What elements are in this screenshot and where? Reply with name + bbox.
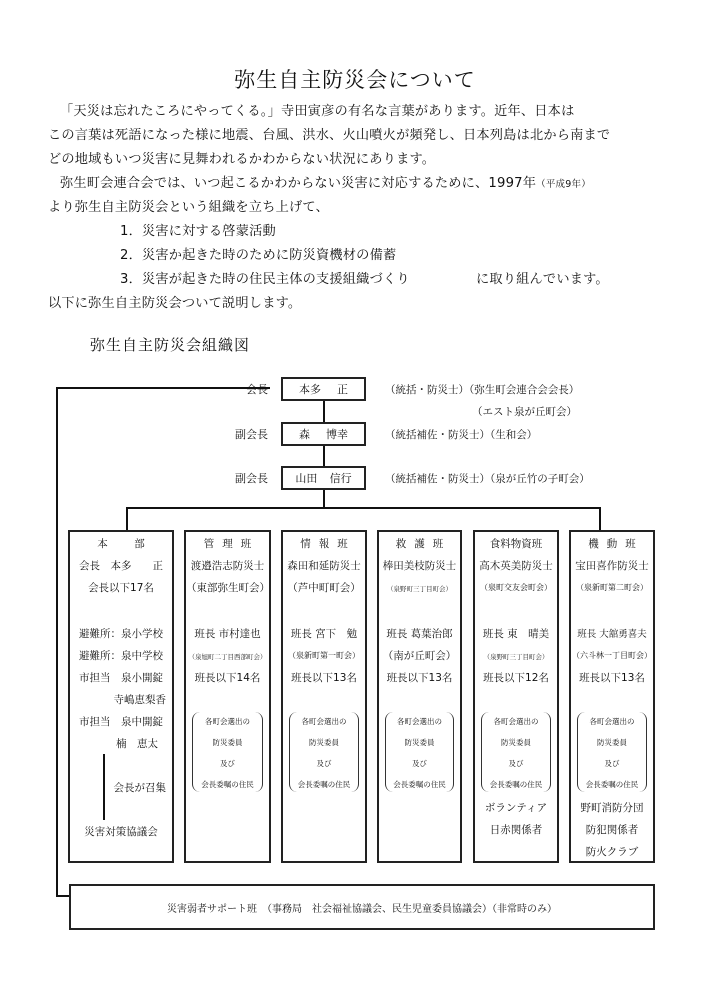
- team-leader: 班長 市村達也: [194, 628, 261, 640]
- leader-family: 本多: [299, 383, 321, 396]
- connector-drop-kidou: [599, 507, 601, 531]
- team-chief-org: （泉新町第二町会）: [576, 583, 648, 592]
- team-box-honbu: [68, 530, 174, 863]
- team-extra: 防犯関係者: [585, 824, 639, 836]
- bracket-line: 会長委嘱の住民: [585, 780, 639, 789]
- team-extra: 防火クラブ: [585, 846, 639, 858]
- honbu-convene: 会長が召集: [113, 782, 166, 794]
- team-leader: 班長 宮下 勉: [290, 628, 358, 640]
- honbu-count: 会長以下17名: [88, 582, 154, 594]
- bracket-line: 及び: [604, 759, 620, 768]
- honbu-city-2: 市担当 泉中開錠: [79, 716, 163, 728]
- leader-given: 信行: [329, 472, 352, 485]
- team-count: 班長以下13名: [579, 672, 645, 684]
- support-team-label: 災害弱者サポート班 （事務局 社会福祉協議会、民生児童委員協議会）（非常時のみ）: [167, 903, 557, 915]
- leader-desc-vice-1: （統括補佐・防災士）（生和会）: [385, 429, 538, 441]
- leader-given: 正: [337, 383, 348, 396]
- team-name: 管理班: [203, 538, 260, 550]
- intro-closing: 以下に弥生自主防災会ついて説明します。: [48, 296, 302, 311]
- bracket-line: 及び: [412, 759, 427, 768]
- team-chief-org: （泉野町三丁目町会）: [387, 585, 452, 593]
- team-leader-org: （泉野町三丁目町会）: [483, 653, 549, 661]
- bracket-line: 及び: [220, 759, 235, 768]
- team-chief: 棒田美枝防災士: [382, 560, 457, 572]
- team-count: 班長以下13名: [291, 672, 357, 684]
- members-bracket: [385, 712, 454, 792]
- team-extra: 日赤関係者: [489, 824, 543, 836]
- role-vice-chairman-2: 副会長: [235, 472, 268, 485]
- team-leader: 班長 東 晴美: [482, 628, 550, 640]
- bracket-line: 防災委員: [501, 738, 531, 747]
- year-note: （平成9年）: [536, 179, 591, 190]
- bracket-line: 会長委嘱の住民: [489, 780, 543, 789]
- leader-box-chairman: [281, 377, 366, 401]
- team-leader: 班長 大舘勇喜夫: [577, 629, 647, 640]
- bracket-line: 会長委嘱の住民: [393, 780, 446, 789]
- members-bracket: [289, 712, 359, 792]
- connector-left-vertical: [56, 387, 58, 897]
- team-chief-org: （東部弥生町会）: [186, 582, 270, 594]
- honbu-shelter-1: 避難所：泉小学校: [79, 628, 163, 640]
- connector-teams-horizontal: [126, 507, 601, 509]
- leader-given: 博幸: [326, 428, 348, 441]
- intro-item-1: 1．災害に対する啓蒙活動: [120, 224, 276, 239]
- role-chairman: 会長: [246, 383, 268, 396]
- org-chart-title: 弥生自主防災会組織図: [90, 336, 251, 354]
- connector-drop-honbu: [126, 507, 128, 531]
- bracket-line: 防災委員: [597, 738, 627, 747]
- team-chief: 渡邉浩志防災士: [190, 560, 265, 572]
- intro-line-3: どの地域もいつ災害に見舞われるかわからない状況にあります。: [48, 152, 436, 167]
- leader-desc-vice-2: （統括補佐・防災士）（泉が丘竹の子町会）: [385, 473, 590, 485]
- team-box-jouhou: [281, 530, 367, 863]
- team-leader-org: （泉旭町二丁目西部町会）: [188, 653, 267, 661]
- bracket-line: 各町会選出の: [493, 717, 539, 726]
- intro-line-4: [60, 172, 591, 191]
- team-box-kidou: [569, 530, 655, 863]
- members-bracket: [192, 712, 263, 792]
- leader-desc-chairman: （統括・防災士）（弥生町会連合会会長）: [385, 384, 580, 396]
- honbu-city-1: 市担当 泉小開錠: [79, 672, 163, 684]
- team-count: 班長以下13名: [386, 672, 453, 684]
- honbu-city-2-name: 楠 恵太: [116, 738, 158, 750]
- team-name: 情報班: [300, 538, 356, 550]
- members-bracket: [481, 712, 551, 792]
- intro-item-3: 3．災害が起きた時の住民主体の支援組織づくり: [120, 272, 410, 287]
- intro-line-4-text: 弥生町会連合会では、いつ起こるかわからない災害に対応するために、1997年: [60, 176, 537, 191]
- bracket-line: 防災委員: [309, 738, 339, 747]
- role-vice-chairman-1: 副会長: [235, 428, 268, 441]
- honbu-shelter-2: 避難所：泉中学校: [79, 650, 163, 662]
- team-leader-org: （泉新町第一町会）: [288, 651, 360, 660]
- page-title: 弥生自主防災会について: [234, 68, 476, 92]
- team-leader: 班長 葛葉治郎: [386, 628, 453, 640]
- honbu-council: 災害対策協議会: [84, 826, 158, 838]
- members-bracket: [577, 712, 647, 792]
- leader-desc-chairman-2: （エスト泉が丘町会）: [472, 406, 577, 418]
- team-name: 救護班: [395, 538, 452, 550]
- intro-line-2: この言葉は死語になった様に地震、台風、洪水、火山噴火が頻発し、日本列島は北から南まで: [48, 128, 611, 143]
- bracket-line: 各町会選出の: [589, 717, 635, 726]
- team-name: 機動班: [588, 538, 644, 550]
- intro-line-1: 「天災は忘れたころにやってくる。」寺田寅彦の有名な言葉があります。近年、日本は: [60, 104, 575, 119]
- intro-items-suffix: に取り組んでいます。: [476, 272, 609, 287]
- team-leader-org: （六斗林一丁目町会）: [572, 651, 652, 660]
- team-chief: 宝田喜作防災士: [575, 560, 649, 572]
- intro-line-5: より弥生自主防災会という組織を立ち上げて、: [48, 200, 329, 215]
- team-extra: ボランティア: [484, 802, 548, 814]
- team-box-kyugo: [377, 530, 462, 863]
- intro-item-2: 2．災害か起きた時のために防災資機材の備蓄: [120, 248, 397, 263]
- leader-box-vice-2: [281, 466, 366, 490]
- team-chief: 高木英美防災士: [479, 560, 553, 572]
- team-count: 班長以下14名: [194, 672, 261, 684]
- bracket-line: 会長委嘱の住民: [297, 780, 351, 789]
- bracket-line: 会長委嘱の住民: [201, 780, 254, 789]
- leader-family: 森: [299, 428, 310, 441]
- connector-leaders-stem: [323, 400, 325, 508]
- connector-left-bottom: [56, 895, 70, 897]
- support-team-box: [69, 884, 655, 930]
- bracket-line: 防災委員: [212, 738, 243, 747]
- team-name: 本 部: [97, 538, 153, 550]
- team-box-kanri: [184, 530, 271, 863]
- team-chief-org: （芦中町町会）: [287, 582, 361, 594]
- team-extra: 野町消防分団: [580, 802, 644, 814]
- team-box-shokuryou: [473, 530, 559, 863]
- bracket-line: 及び: [508, 759, 524, 768]
- bracket-line: 各町会選出の: [205, 717, 250, 726]
- bracket-line: 各町会選出の: [301, 717, 347, 726]
- leader-family: 山田: [295, 472, 318, 485]
- team-leader-org: （南が丘町会）: [382, 650, 457, 662]
- bracket-line: 防災委員: [404, 738, 435, 747]
- bracket-line: 及び: [316, 759, 332, 768]
- honbu-leader: 会長 本多 正: [79, 560, 163, 572]
- leader-box-vice-1: [281, 422, 366, 446]
- team-name: 食料物資班: [489, 538, 543, 550]
- bracket-line: 各町会選出の: [397, 717, 442, 726]
- team-chief: 森田和延防災士: [287, 560, 361, 572]
- honbu-city-1-name: 寺嶋恵梨香: [113, 694, 166, 706]
- team-count: 班長以下12名: [483, 672, 549, 684]
- team-chief-org: （泉町交友会町会）: [480, 583, 552, 592]
